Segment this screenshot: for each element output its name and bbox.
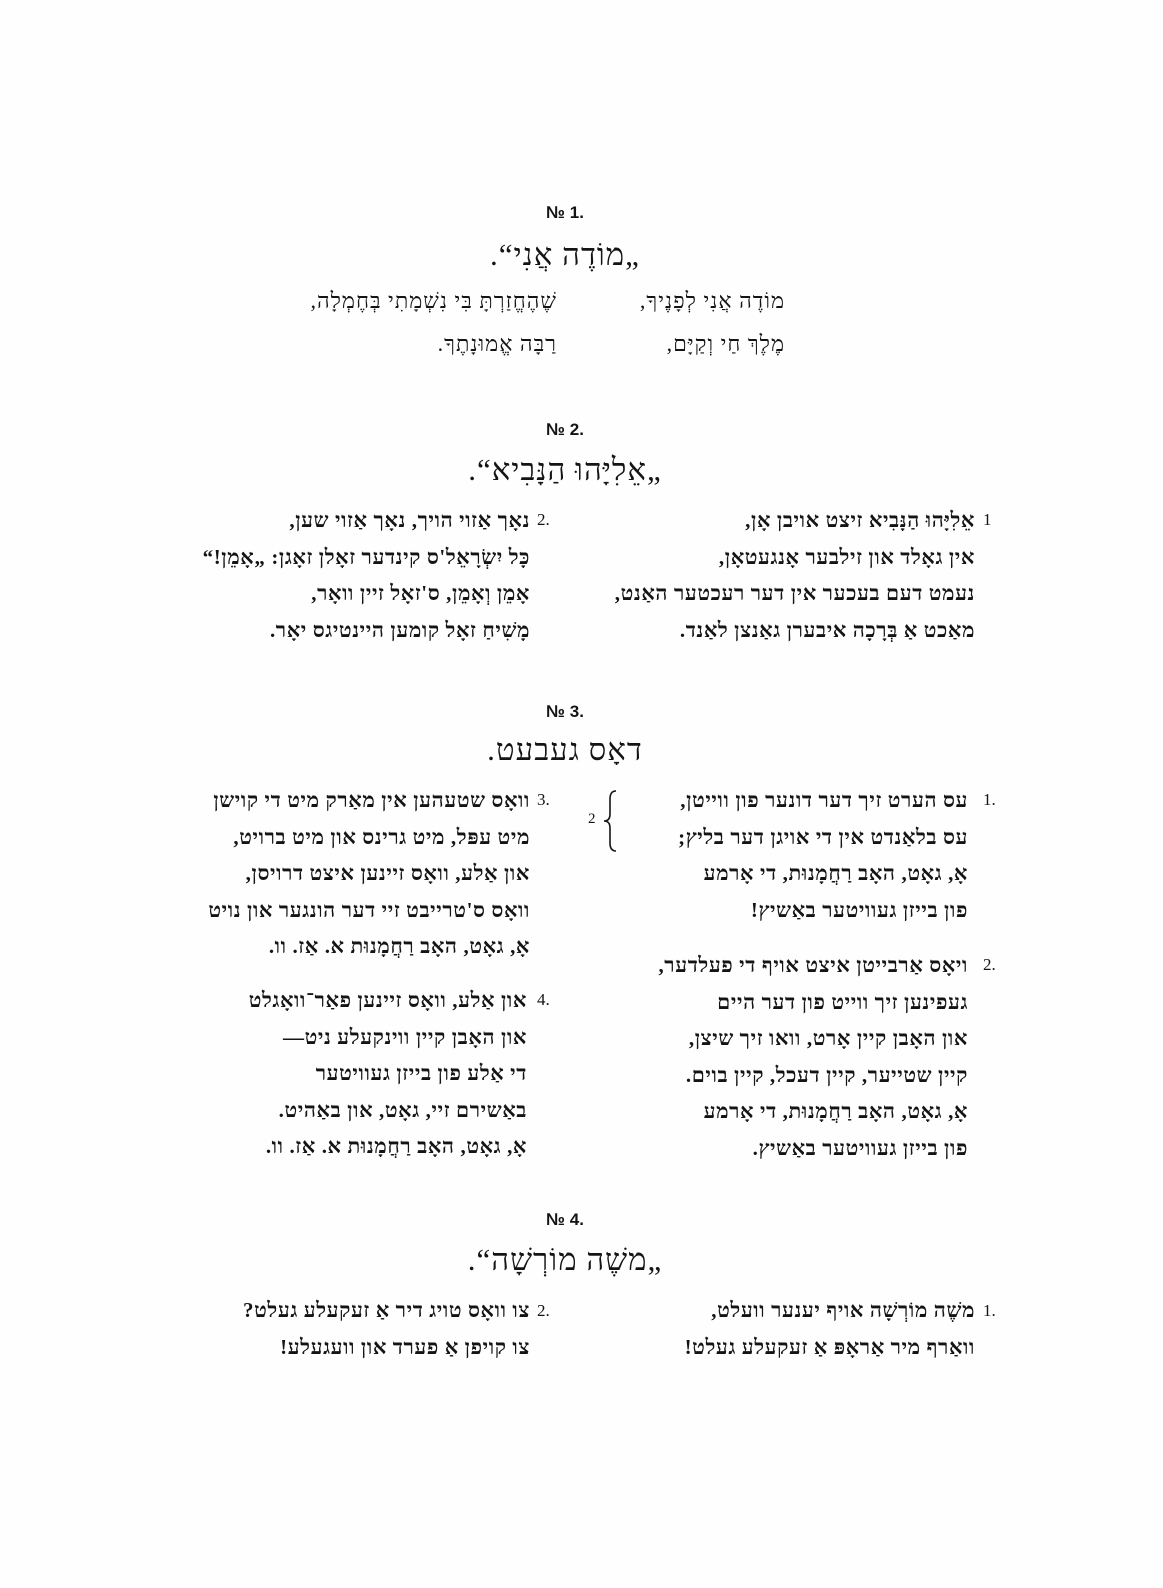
song-number: № 1. [546,203,584,222]
verse-column-left [110,1292,530,1366]
song-number: № 3. [546,702,584,721]
verse-line: פון בייזן געוויטער באַשיץ! [750,897,968,922]
verse-line: קיין שטייער, קיין דעכל, קיין בוים. [685,1062,968,1087]
verse-number: 2. [537,1301,550,1320]
verse-column-right [588,947,968,1166]
verse-line: שֶׁהֶחֱזַרְתָּ בִּי נִשְׁמָתִי בְּחֶמְלָה, [310,288,557,313]
verse-line: מָשִׁיחַ זאָל קומען היינטיגס יאָר. [269,617,530,642]
verse-line: וואָס שטעהען אין מאַרק מיט די קוישן [213,788,530,812]
verse-line: ויאָס אַרבייטן איצט אויף די פעלדער, [658,953,968,977]
song-title: „מוֹדֶה אֲנִי“. [490,237,640,272]
verse-number: 4. [537,990,550,1009]
verse-line: אָ, גאָט, האָב רַחֲמָנוּת א. אַז. וו. [265,1134,527,1158]
song-title: „אֵלִיָּהוּ הַנָּבִיא“. [468,452,662,487]
verse-number: 2. [983,955,996,974]
verse-line: אין גאָלד און זילבער אָנגעטאָן, [718,544,975,569]
verse-number: 1. [983,1301,996,1320]
verse-line: מֶלֶךְ חַי וְקַיָּם, [666,331,785,356]
verse-line: געפינען זיך ווייט פון דער היים [717,989,968,1014]
verse-number: 3. [537,790,550,809]
verse-line: וואָס ס'טרייבט זיי דער הונגער און נויט [208,897,530,922]
song-number: № 2. [546,420,584,439]
verse-column-right [525,279,785,365]
verse-column-left [90,502,530,648]
verse-line: מיט עפּל, מיט גרינס און מיט ברויט, [233,824,530,849]
verse-column-left [87,982,527,1165]
verse-line: אֵלִיָּהוּ הַנָּבִיא זיצט אויבן אָן, [745,508,975,532]
verse-column-right [598,782,968,928]
song-number: № 4. [546,1210,584,1229]
verse-line: און אַלע, וואָס זיינען איצט דרויסן, [245,861,530,885]
verse-line: מוֹדֶה אֲנִי לְפָנֶיךָ, [639,288,785,313]
verse-column-right [575,1292,975,1366]
verse-column-left [90,782,530,965]
verse-line: און אַלע, וואָס זיינען פאַר־וואָגלט [248,988,527,1012]
verse-line: עס הערט זיך דער דונער פון ווייטן, [680,788,968,812]
verse-line: די אַלע פון בייזן געוויטער [315,1061,527,1085]
repeat-count: 2 [588,811,596,827]
verse-line: רַבָּה אֱמוּנָתֶךָ. [437,331,557,356]
verse-line: און האָבן קיין אָרט, וואו זיך שיצן, [688,1026,968,1050]
verse-number: 1. [983,790,996,809]
verse-line: עס בלאַנדט אין די אויגן דער בליץ; [678,824,968,849]
verse-number: 1 [983,510,992,529]
verse-number: 2. [537,510,550,529]
song-title: „משֶׁה מוֹרְשָׁה“. [467,1242,663,1277]
verse-line: אָ, גאָט, האָב רַחֲמָנוּת, די אָרמע [703,861,968,885]
verse-line: נעמט דעם בעכער אין דער רעכטער האַנט, [614,581,975,605]
verse-line: אָ, גאָט, האָב רַחֲמָנוּת א. אַז. וו. [268,934,530,958]
verse-line: צו וואָס טויג דיר אַ זעקעלע געלט? [243,1298,530,1322]
song-title: דאָס געבעט. [487,732,643,767]
verse-line: און האָבן קיין ווינקעלע ניט— [283,1024,527,1049]
verse-line: אָמֵן וְאָמֵן, ס'זאָל זיין וואָר, [311,581,530,605]
verse-line: צו קויפן אַ פערד און וועגעלע! [280,1335,530,1359]
verse-column-left [197,279,557,365]
verse-line: מאַכט אַ בְּרָכָה איבערן גאַנצן לאַנד. [679,617,975,642]
verse-line: באַשירם זיי, גאָט, און באַהיט. [278,1097,527,1122]
verse-line: כָּל יִשְׂרָאֵל'ס קינדער זאָלן זאָגן: „אָמֵן!“ [202,544,530,569]
verse-line: פון בייזן געוויטער באַשיץ. [752,1135,968,1160]
verse-line: נאָך אַזוי הויך, נאָך אַזוי שען, [289,508,530,532]
verse-line: משֶׁה מוֹרְשָׁה אויף יענער וועלט, [711,1298,975,1322]
repeat-brace [602,789,618,853]
verse-line: אָ, גאָט, האָב רַחֲמָנוּת, די אָרמע [703,1099,968,1123]
verse-line: וואַרף מיר אַראָפּ אַ זעקעלע געלט! [684,1335,975,1359]
verse-column-right [555,502,975,648]
